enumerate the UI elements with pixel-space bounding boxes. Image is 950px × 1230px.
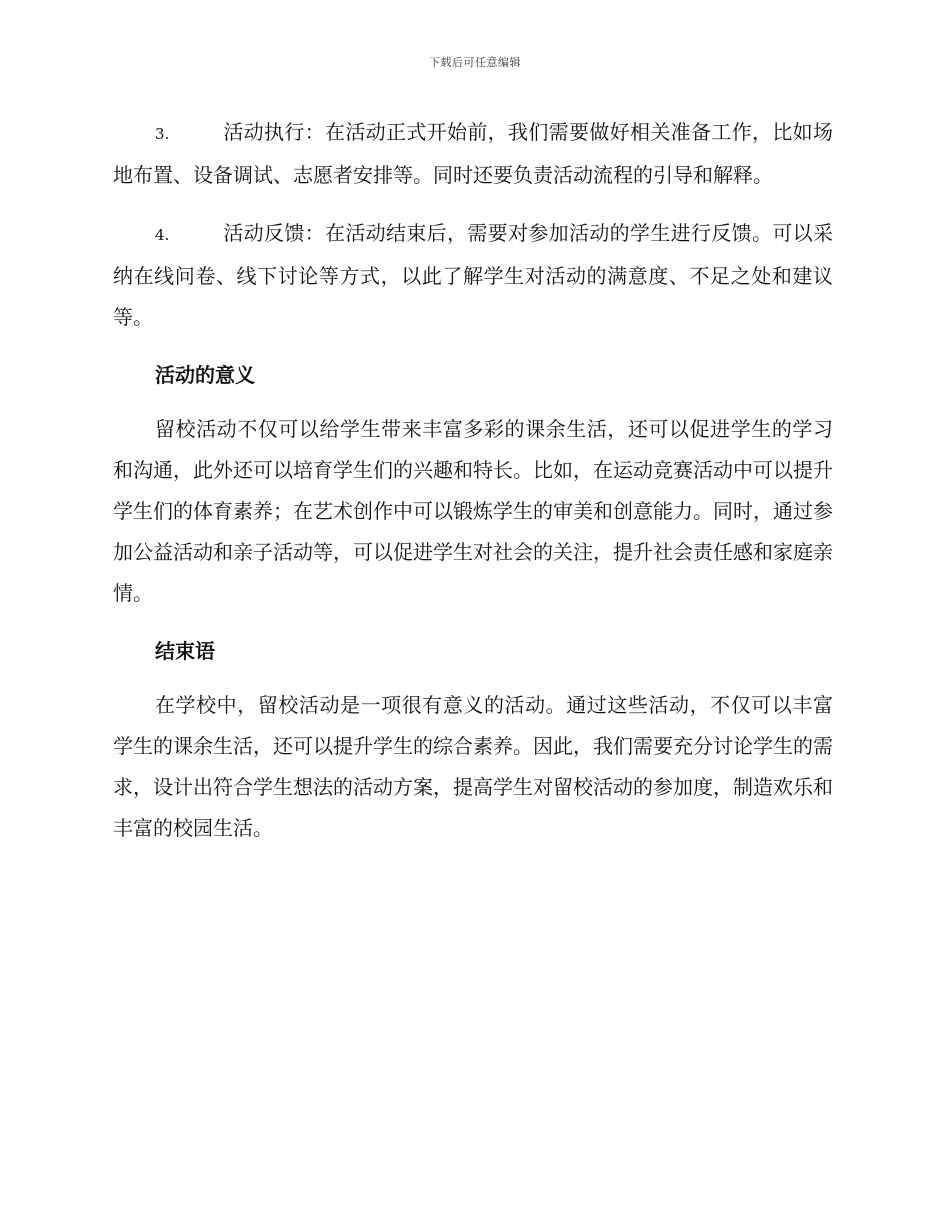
page-header: 下载后可任意编辑 (429, 56, 521, 69)
paragraph-significance: 留校活动不仅可以给学生带来丰富多彩的课余生活，还可以促进学生的学习和沟通，此外还可以培育学生们的兴趣和特长。比如，在运动竞赛活动中可以提升学生们的体育素养；在艺术创作中可以锻炼学生的审美和创意能力。同时，通过参加公益活动和亲子活动等，可以促进学生对社会的关注，提升社会责任感和家庭亲情。 (113, 417, 833, 605)
list-item-text: 活动执行：在活动正式开始前，我们需要做好相关准备工作，比如场地布置、设备调试、志愿者安排等。同时还要负责活动流程的引导和解释。 (113, 120, 833, 187)
list-item-number: 4. (155, 226, 170, 244)
document-body (113, 112, 833, 866)
list-item-3 (113, 112, 833, 196)
section-heading-significance: 活动的意义 (155, 363, 255, 387)
list-item-text: 活动反馈：在活动结束后，需要对参加活动的学生进行反馈。可以采纳在线问卷、线下讨论等方式，以此了解学生对活动的满意度、不足之处和建议等。 (113, 221, 833, 329)
list-item-4 (113, 213, 833, 338)
paragraph-conclusion: 在学校中，留校活动是一项很有意义的活动。通过这些活动，不仅可以丰富学生的课余生活，还可以提升学生的综合素养。因此，我们需要充分讨论学生的需求，设计出符合学生想法的活动方案，提高学生对留校活动的参加度，制造欢乐和丰富的校园生活。 (113, 693, 833, 840)
list-item-number: 3. (155, 125, 170, 143)
section-heading-conclusion: 结束语 (155, 639, 215, 663)
